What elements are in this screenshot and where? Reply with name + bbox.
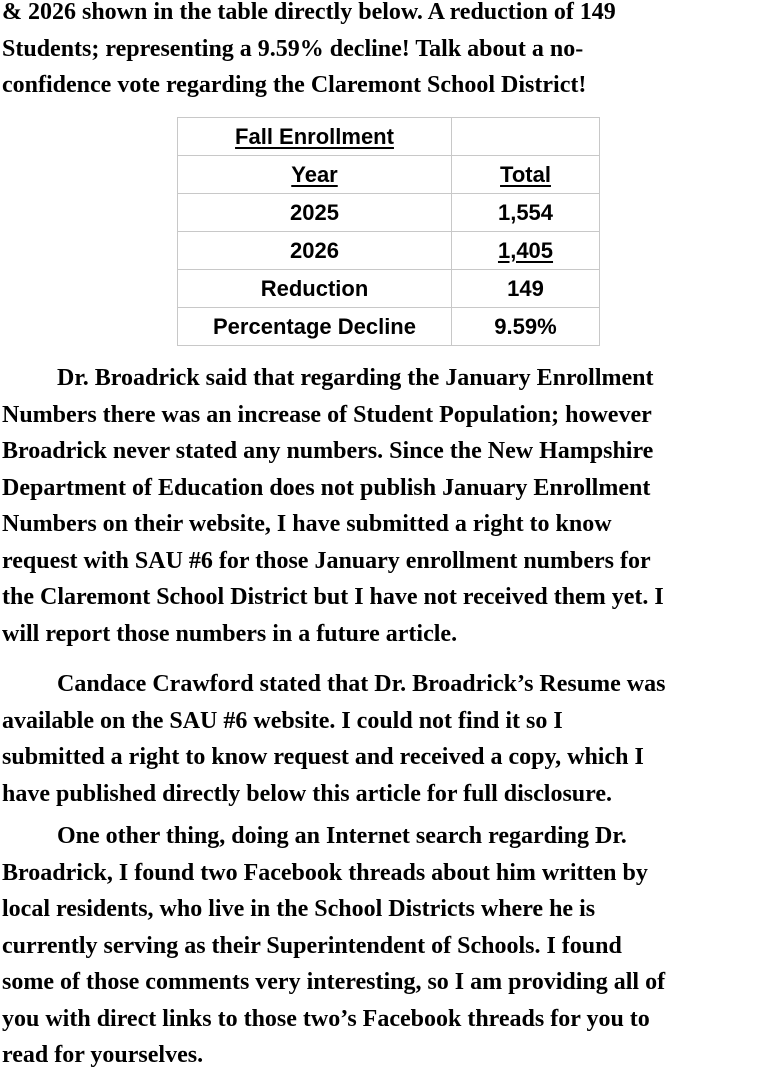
text-line: available on the SAU #6 website. I could not find it so I [2,707,563,734]
text-line: local residents, who live in the School Districts where he is [2,896,596,922]
text-line: will report those numbers in a future article. [2,620,458,647]
text-line: the Claremont School District but I have not received them yet. I [2,584,664,610]
text-line: read for yourselves. [2,1042,204,1068]
paragraph-january-enrollment [2,360,770,652]
table-row [178,194,600,232]
table-row [178,308,600,346]
intro-paragraph [2,0,770,104]
table-title: Fall Enrollment [178,118,452,156]
text-line: you with direct links to those two’s Facebook threads for you to [2,1005,650,1032]
text-line: Department of Education does not publish January Enrollment [2,474,651,501]
row-label: 2026 [178,232,452,270]
row-label: 2025 [178,194,452,232]
text-line: Broadrick, I found two Facebook threads about him written by [2,859,648,886]
text-line: & 2026 shown in the table directly below. A reduction of 149 [2,0,616,25]
text-line: Students; representing a 9.59% decline! Talk about a no- [2,35,584,62]
text-line: confidence vote regarding the Claremont School District! [2,72,587,98]
table-header-row [178,156,600,194]
fall-enrollment-table [177,117,600,346]
text-line: Numbers there was an increase of Student Population; however [2,401,652,428]
table-row [178,232,600,270]
text-line: have published directly below this article for full disclosure. [2,780,613,807]
row-label: Reduction [178,270,452,308]
table-row [178,270,600,308]
row-value: 1,554 [452,194,600,232]
text-line: Dr. Broadrick said that regarding the January Enrollment [57,365,654,391]
text-line: submitted a right to know request and received a copy, which I [2,744,644,770]
paragraph-resume [2,666,770,812]
header-total: Total [452,156,600,194]
row-label: Percentage Decline [178,308,452,346]
row-value: 9.59% [452,308,600,346]
text-line: One other thing, doing an Internet search regarding Dr. [57,823,627,849]
text-line: Broadrick never stated any numbers. Since the New Hampshire [2,438,654,464]
text-line: currently serving as their Superintendent of Schools. I found [2,932,622,959]
header-year: Year [178,156,452,194]
row-value: 1,405 [452,232,600,270]
text-line: some of those comments very interesting, so I am providing all of [2,969,666,995]
text-line: Numbers on their website, I have submitted a right to know [2,511,612,537]
text-line: request with SAU #6 for those January enrollment numbers for [2,547,651,574]
paragraph-facebook-threads [2,818,770,1074]
row-value: 149 [452,270,600,308]
empty-cell [452,118,600,156]
text-line: Candace Crawford stated that Dr. Broadrick’s Resume was [57,671,666,697]
table-title-row [178,118,600,156]
